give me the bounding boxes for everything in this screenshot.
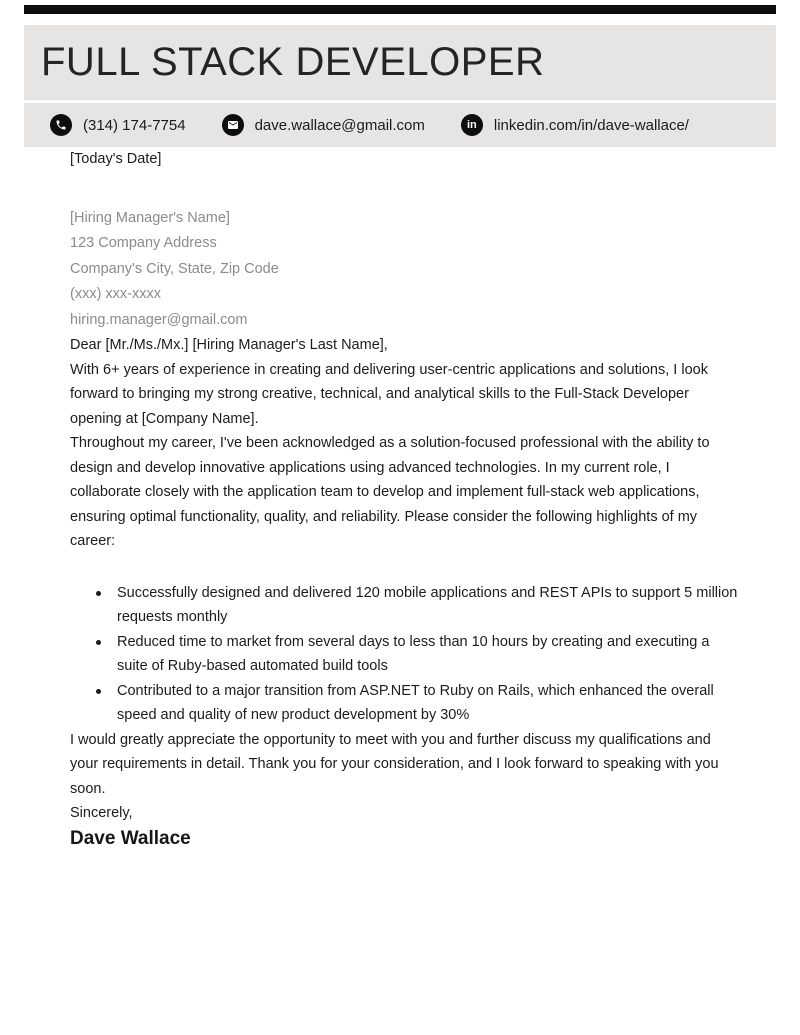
recipient-line: hiring.manager@gmail.com: [70, 311, 248, 328]
letter-body: [70, 147, 738, 852]
list-item: Successfully designed and delivered 120 mobile applications and REST APIs to support 5 million requests monthly: [70, 581, 738, 630]
phone-icon: [50, 114, 72, 136]
linkedin-icon: in: [461, 114, 483, 136]
signature-name: Dave Wallace: [70, 827, 191, 849]
closing-paragraph: I would greatly appreciate the opportunity to meet with you and further discuss my qualifications and your requirements in detail. Thank you for your consideration, and I look forward to speaking with you soon.: [70, 731, 719, 797]
body-paragraph: Throughout my career, I've been acknowledged as a solution-focused professional with the ability to design and develop innovative applications using advanced technologies. In my current role, I collaborate closely with the application team to develop and implement full-stack web applications, ensuring optimal functionality, quality, and reliability. Please consider the following highlights of my career:: [70, 435, 710, 549]
salutation: Dear [Mr./Ms./Mx.] [Hiring Manager's Last Name],: [70, 337, 388, 353]
date-line: [Today's Date]: [70, 151, 162, 167]
recipient-line: (xxx) xxx-xxxx: [70, 286, 162, 302]
top-accent-bar: [24, 5, 776, 14]
list-item: Contributed to a major transition from ASP.NET to Ruby on Rails, which enhanced the overall speed and quality of new product development by 30%: [70, 679, 738, 728]
recipient-line: [Hiring Manager's Name]: [70, 209, 230, 226]
contact-linkedin-text: linkedin.com/in/dave-wallace/: [493, 116, 689, 134]
valediction: Sincerely,: [70, 805, 133, 821]
contact-item-phone: [50, 114, 186, 136]
contact-bar: [24, 103, 776, 147]
contact-item-linkedin: [461, 114, 689, 136]
header-title-band: [24, 25, 776, 100]
contact-item-email: [222, 114, 425, 136]
body-paragraph: With 6+ years of experience in creating and delivering user-centric applications and solutions, I look forward to bringing my strong creative, technical, and analytical skills to the Full-Stack Developer opening at [Company Name].: [70, 361, 708, 427]
recipient-block: [70, 206, 738, 334]
contact-email-text: dave.wallace@gmail.com: [254, 116, 425, 134]
recipient-line: 123 Company Address: [70, 235, 217, 251]
contact-phone-text: (314) 174-7754: [83, 116, 186, 134]
page-title: FULL STACK DEVELOPER: [41, 40, 545, 84]
highlights-list: [70, 581, 738, 728]
recipient-line: Company's City, State, Zip Code: [70, 260, 279, 277]
list-item: Reduced time to market from several days to less than 10 hours by creating and executing a suite of Ruby-based automated build tools: [70, 630, 738, 679]
email-icon: [222, 114, 244, 136]
